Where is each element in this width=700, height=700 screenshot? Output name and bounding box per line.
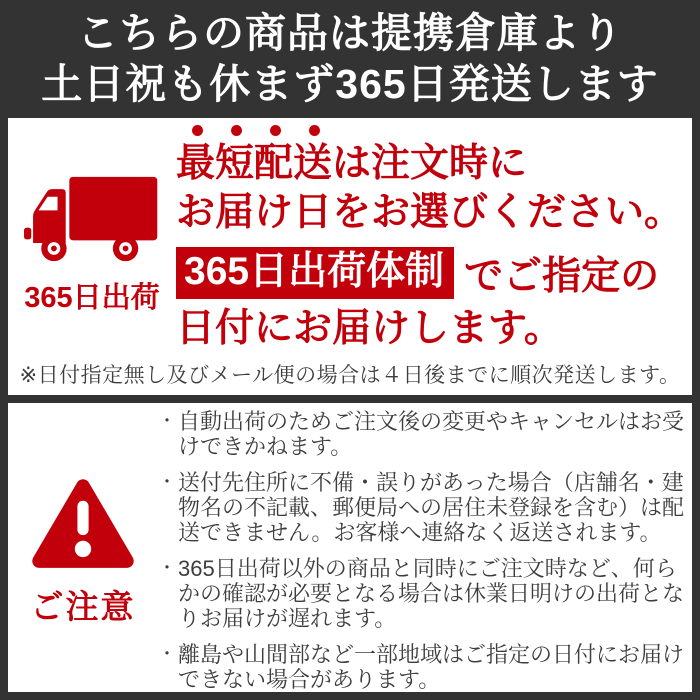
shipping-badge: 365日出荷体制 [176, 247, 454, 299]
caution-bullet [158, 556, 684, 631]
warning-triangle-icon [27, 475, 139, 573]
shipping-footnote: ※日付指定無し及びメール便の場合は４日後までに順次発送します。 [19, 364, 681, 387]
bullet-marker: ・ [158, 472, 176, 492]
caution-bullet [158, 409, 684, 459]
emphasis-dot [217, 123, 256, 137]
shipping-heading-line1: 最短配送は注文時に [176, 142, 528, 185]
shipping-badge-suffix: でご指定の [464, 255, 660, 298]
bullet-marker: ・ [158, 411, 176, 431]
bullet-marker: ・ [158, 644, 176, 664]
banner-line1: こちらの商品は提携倉庫より [77, 10, 623, 56]
truck-icon [24, 174, 160, 274]
caution-panel [8, 403, 692, 692]
caution-bullet-list [158, 403, 692, 692]
shipping-panel-text [176, 118, 692, 395]
top-banner [0, 0, 700, 118]
emphasis-dot [295, 123, 334, 137]
shipping-heading-line3: 日付にお届けします。 [176, 307, 563, 350]
truck-label: 365日出荷 [24, 282, 160, 314]
caution-bullet [158, 470, 684, 545]
shipping-badge-row [176, 245, 692, 301]
caution-label: ご注意 [30, 588, 136, 625]
emphasis-dot [178, 123, 217, 137]
emphasis-dot [256, 123, 295, 137]
bullet-text: 離島や山間部など一部地域はご指定の日付にお届けできない場合があります。 [178, 642, 685, 692]
emphasis-dots [178, 123, 692, 137]
shipping-panel-left [8, 118, 176, 395]
caution-bullet [158, 642, 684, 692]
bullet-text: 送付先住所に不備・誤りがあった場合（店舗名・建物名の不記載、郵便局への居住未登録を含む）は配送できません。お客様へ連絡なく返送されます。 [178, 470, 685, 545]
bullet-text: 自動出荷のためご注文後の変更やキャンセルはお受けできかねます。 [178, 409, 685, 459]
banner-line2: 土日祝も休まず365日発送します [41, 61, 659, 107]
shipping-heading-line2: お届け日をお選びください。 [176, 191, 684, 234]
bullet-text: 365日出荷以外の商品と同時にご注文時など、何らかの確認が必要となる場合は休業日明けの出荷となりお届けが遅れます。 [178, 556, 685, 631]
shipping-panel [8, 118, 692, 395]
caution-panel-left [8, 403, 158, 692]
bullet-marker: ・ [158, 558, 176, 578]
